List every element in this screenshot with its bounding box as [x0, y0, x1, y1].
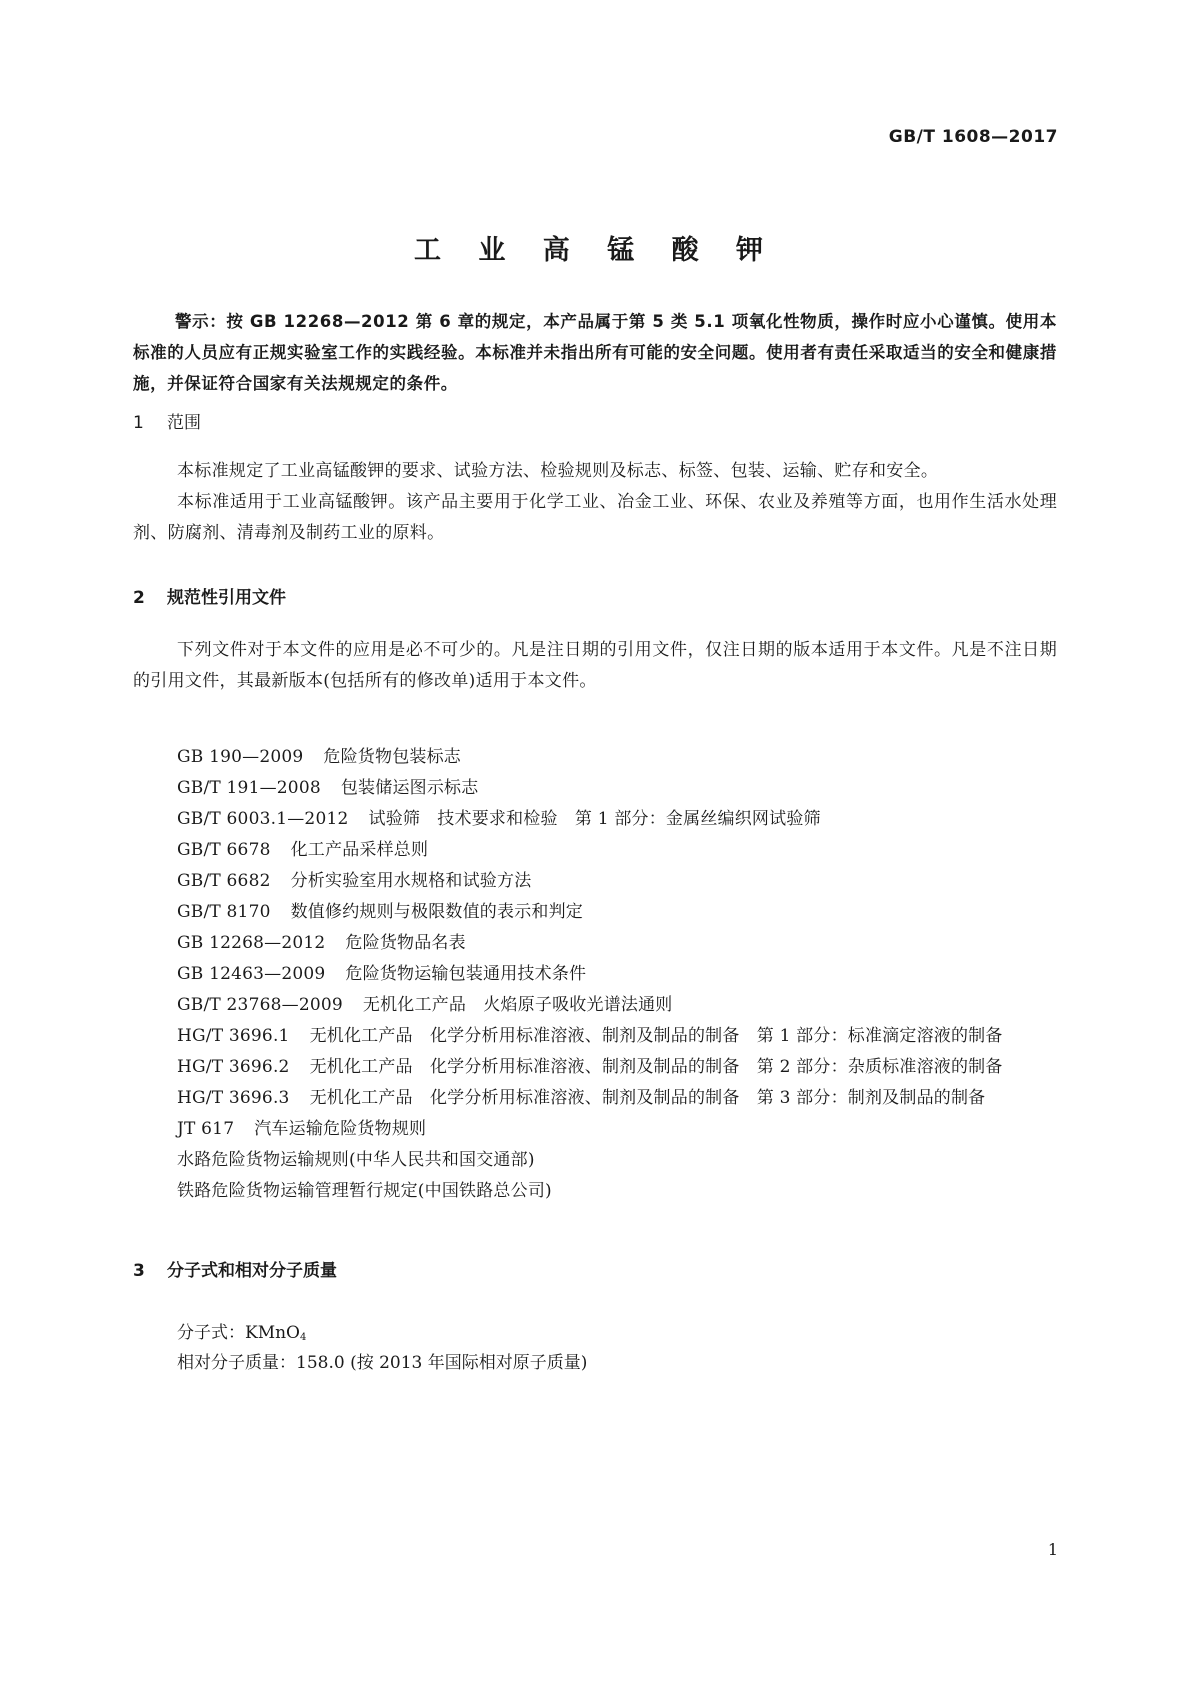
reference-item: [133, 1145, 1057, 1176]
scope-paragraph-1: 本标准规定了工业高锰酸钾的要求、试验方法、检验规则及标志、标签、包装、运输、贮存和安全。: [177, 461, 939, 481]
reference-code: GB/T 8170: [177, 902, 271, 922]
formula-subscript: 4: [300, 1332, 307, 1343]
reference-item: [133, 742, 1057, 773]
section-number: 1: [133, 413, 144, 433]
reference-title: 无机化工产品 化学分析用标准溶液、制剂及制品的制备 第 2 部分：杂质标准溶液的制备: [309, 1057, 1003, 1077]
relative-molecular-mass: 相对分子质量：158.0 (按 2013 年国际相对原子质量): [177, 1353, 588, 1373]
reference-code: JT 617: [177, 1119, 235, 1139]
reference-title: 数值修约规则与极限数值的表示和判定: [290, 902, 584, 922]
section-title: 范围: [167, 413, 201, 433]
section-2-heading: [133, 583, 286, 608]
warning-paragraph: 警示：按 GB 12268—2012 第 6 章的规定，本产品属于第 5 类 5.1 项氧化性物质，操作时应小心谨慎。使用本标准的人员应有正规实验室工作的实践经验。本标准并未指出所有可能的安全问题。使用者有责任采取适当的安全和健康措施，并保证符合国家有关法规规定的条件。: [133, 312, 1057, 393]
reference-title: 包装储运图示标志: [340, 778, 479, 798]
formula-label: 分子式：: [177, 1323, 245, 1343]
reference-code: HG/T 3696.2: [177, 1057, 290, 1077]
reference-title: 汽车运输危险货物规则: [254, 1119, 427, 1139]
reference-item: [133, 1114, 1057, 1145]
reference-item: [133, 897, 1057, 928]
reference-item: [133, 773, 1057, 804]
section-number: 2: [133, 588, 145, 608]
reference-item: [133, 1176, 1057, 1207]
formula-main: KMnO: [245, 1323, 300, 1343]
reference-item: [133, 990, 1057, 1021]
reference-title: 危险货物运输包装通用技术条件: [345, 964, 587, 984]
section-1-heading: [133, 408, 201, 433]
reference-code: HG/T 3696.1: [177, 1026, 290, 1046]
reference-code: GB/T 191—2008: [177, 778, 321, 798]
reference-item: [133, 1052, 1057, 1083]
reference-code: GB 12268—2012: [177, 933, 326, 953]
reference-title: 无机化工产品 化学分析用标准溶液、制剂及制品的制备 第 1 部分：标准滴定溶液的制备: [309, 1026, 1003, 1046]
reference-code: GB/T 23768—2009: [177, 995, 343, 1015]
section-title: 规范性引用文件: [167, 588, 286, 608]
reference-title: 水路危险货物运输规则(中华人民共和国交通部): [177, 1150, 535, 1170]
section-title: 分子式和相对分子质量: [167, 1261, 337, 1281]
page-number: 1: [1047, 1540, 1058, 1559]
references-intro: 下列文件对于本文件的应用是必不可少的。凡是注日期的引用文件，仅注日期的版本适用于本文件。凡是不注日期的引用文件，其最新版本(包括所有的修改单)适用于本文件。: [133, 640, 1057, 691]
reference-item: [133, 835, 1057, 866]
standard-code: GB/T 1608—2017: [888, 127, 1058, 147]
reference-code: GB 190—2009: [177, 747, 304, 767]
reference-item: [133, 959, 1057, 990]
reference-item: [133, 866, 1057, 897]
reference-title: 无机化工产品 化学分析用标准溶液、制剂及制品的制备 第 3 部分：制剂及制品的制备: [309, 1088, 986, 1108]
reference-item: [133, 1021, 1057, 1052]
reference-title: 化工产品采样总则: [290, 840, 429, 860]
reference-title: 无机化工产品 火焰原子吸收光谱法通则: [362, 995, 673, 1015]
reference-code: GB 12463—2009: [177, 964, 326, 984]
reference-title: 危险货物包装标志: [323, 747, 461, 767]
reference-code: HG/T 3696.3: [177, 1088, 290, 1108]
reference-code: GB/T 6682: [177, 871, 271, 891]
molecular-formula: [177, 1318, 306, 1343]
reference-title: 分析实验室用水规格和试验方法: [290, 871, 532, 891]
reference-item: [133, 804, 1057, 835]
scope-paragraph-2: 本标准适用于工业高锰酸钾。该产品主要用于化学工业、冶金工业、环保、农业及养殖等方面，也用作生活水处理剂、防腐剂、清毒剂及制药工业的原料。: [133, 492, 1057, 543]
section-3-heading: [133, 1256, 337, 1281]
reference-title: 铁路危险货物运输管理暂行规定(中国铁路总公司): [177, 1181, 552, 1201]
reference-item: [133, 928, 1057, 959]
section-number: 3: [133, 1261, 145, 1281]
reference-item: [133, 1083, 1057, 1114]
reference-code: GB/T 6003.1—2012: [177, 809, 349, 829]
reference-title: 试验筛 技术要求和检验 第 1 部分：金属丝编织网试验筛: [368, 809, 821, 829]
document-title: 工 业 高 锰 酸 钾: [414, 235, 777, 266]
reference-code: GB/T 6678: [177, 840, 271, 860]
reference-list: [133, 742, 1057, 1207]
reference-title: 危险货物品名表: [345, 933, 466, 953]
